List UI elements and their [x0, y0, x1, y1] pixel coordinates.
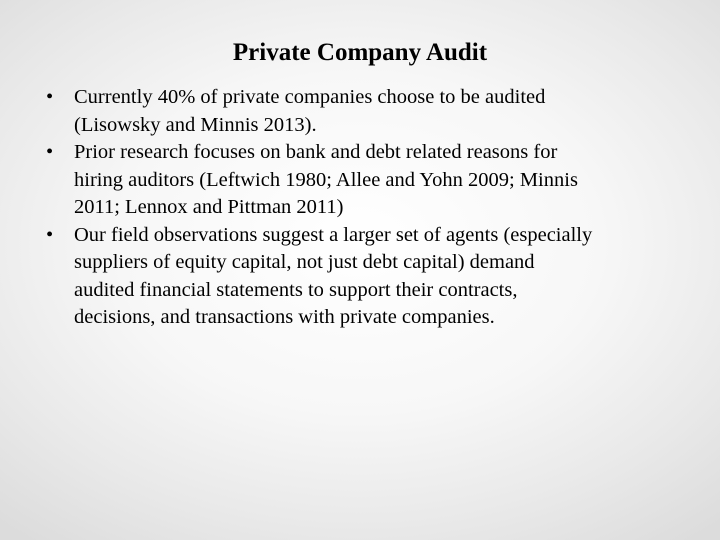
- bullet-item-3: [46, 222, 706, 332]
- bullet-line: suppliers of equity capital, not just debt capital) demand: [74, 251, 535, 273]
- bullet-icon: •: [46, 223, 54, 246]
- bullet-item-2: [46, 139, 706, 222]
- bullet-line: Our field observations suggest a larger set of agents (especially: [74, 223, 593, 246]
- bullet-text: [74, 139, 706, 222]
- bullet-line: hiring auditors (Leftwich 1980; Allee and Yohn 2009; Minnis: [74, 168, 578, 191]
- bullet-line: Prior research focuses on bank and debt related reasons for: [74, 141, 558, 163]
- bullet-item-1: [46, 84, 706, 139]
- bullet-list: [46, 84, 706, 332]
- bullet-icon: •: [46, 141, 54, 163]
- bullet-line: decisions, and transactions with private companies.: [74, 306, 495, 328]
- bullet-line: Currently 40% of private companies choose to be audited: [74, 86, 546, 108]
- slide-title: Private Company Audit: [232, 39, 488, 66]
- bullet-icon: •: [46, 86, 54, 108]
- bullet-line: 2011; Lennox and Pittman 2011): [74, 196, 344, 218]
- bullet-text: [74, 222, 706, 332]
- bullet-line: audited financial statements to support their contracts,: [74, 278, 518, 301]
- bullet-text: [74, 84, 706, 139]
- bullet-line: (Lisowsky and Minnis 2013).: [74, 113, 317, 136]
